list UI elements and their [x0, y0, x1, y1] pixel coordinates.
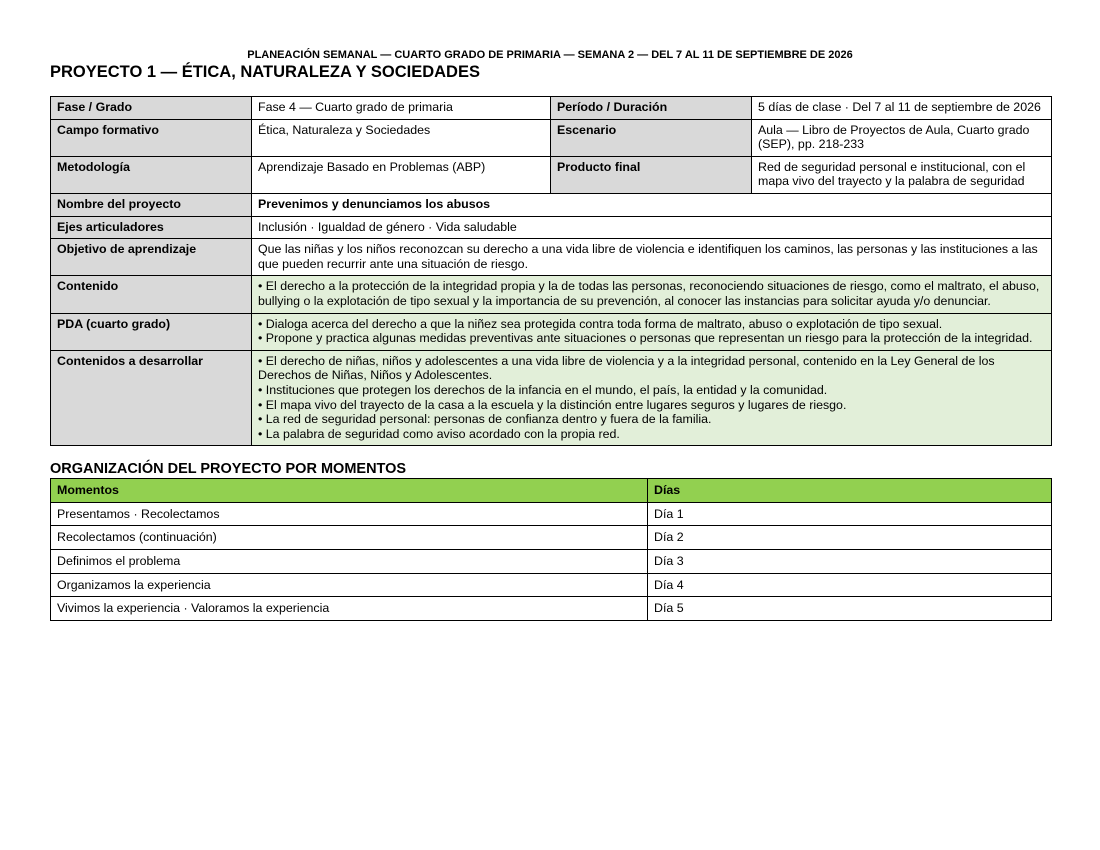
ejes-label: Ejes articuladores — [51, 216, 252, 239]
campo-label: Campo formativo — [51, 119, 252, 156]
moment-cell: Vivimos la experiencia · Valoramos la experiencia — [51, 597, 648, 621]
moment-cell: Recolectamos (continuación) — [51, 526, 648, 550]
info-row-ejes — [51, 216, 1052, 239]
desarrollar-item: • La red de seguridad personal: personas de confianza dentro y fuera de la familia. — [258, 412, 712, 427]
escenario-label: Escenario — [551, 119, 752, 156]
moments-table — [50, 478, 1052, 621]
document-header: PLANEACIÓN SEMANAL — CUARTO GRADO DE PRIMARIA — SEMANA 2 — DEL 7 AL 11 DE SEPTIEMBRE DE 2026 — [247, 49, 853, 61]
campo-value: Ética, Naturaleza y Sociedades — [252, 119, 551, 156]
info-row-pda — [51, 313, 1052, 350]
info-row-objetivo — [51, 239, 1052, 276]
pda-item: • Propone y practica algunas medidas preventivas ante situaciones o personas que representan un riesgo para la protección de la integridad. — [258, 331, 1033, 346]
desarrollar-item: • Instituciones que protegen los derechos de la infancia en el mundo, el país, la entidad y la comunidad. — [258, 382, 828, 397]
moment-cell: Presentamos · Recolectamos — [51, 502, 648, 526]
organization-title: ORGANIZACIÓN DEL PROYECTO POR MOMENTOS — [50, 461, 407, 478]
table-row — [51, 502, 1052, 526]
table-row — [51, 597, 1052, 621]
producto-value: Red de seguridad personal e institucional, con el mapa vivo del trayecto y la palabra de seguridad — [752, 156, 1052, 193]
info-row-contenido — [51, 276, 1052, 313]
day-cell: Día 3 — [648, 550, 1052, 574]
moments-header-row — [51, 479, 1052, 503]
pda-value — [252, 313, 1052, 350]
info-row-metodologia — [51, 156, 1052, 193]
objetivo-value: Que las niñas y los niños reconozcan su derecho a una vida libre de violencia e identifiquen los caminos, las personas y las instituciones a las que pueden recurrir ante una situación de riesgo. — [252, 239, 1052, 276]
contenido-label: Contenido — [51, 276, 252, 313]
day-cell: Día 2 — [648, 526, 1052, 550]
metodologia-value: Aprendizaje Basado en Problemas (ABP) — [252, 156, 551, 193]
table-row — [51, 526, 1052, 550]
contenido-value — [252, 276, 1052, 313]
day-cell: Día 1 — [648, 502, 1052, 526]
nombre-label: Nombre del proyecto — [51, 193, 252, 216]
table-row — [51, 550, 1052, 574]
fase-label: Fase / Grado — [51, 97, 252, 120]
pda-item: • Dialoga acerca del derecho a que la niñez sea protegida contra toda forma de maltrato, abuso o explotación de tipo sexual. — [258, 316, 943, 331]
producto-label: Producto final — [551, 156, 752, 193]
desarrollar-value — [252, 350, 1052, 446]
desarrollar-item: • La palabra de seguridad como aviso acordado con la propia red. — [258, 426, 620, 441]
project-title: PROYECTO 1 — ÉTICA, NATURALEZA Y SOCIEDADES — [50, 63, 480, 81]
periodo-label: Período / Duración — [551, 97, 752, 120]
escenario-value: Aula — Libro de Proyectos de Aula, Cuarto grado (SEP), pp. 218-233 — [752, 119, 1052, 156]
fase-value: Fase 4 — Cuarto grado de primaria — [252, 97, 551, 120]
moment-cell: Definimos el problema — [51, 550, 648, 574]
project-info-table — [50, 96, 1052, 446]
desarrollar-label: Contenidos a desarrollar — [51, 350, 252, 446]
info-row-desarrollar — [51, 350, 1052, 446]
objetivo-label: Objetivo de aprendizaje — [51, 239, 252, 276]
day-cell: Día 5 — [648, 597, 1052, 621]
metodologia-label: Metodología — [51, 156, 252, 193]
day-cell: Día 4 — [648, 573, 1052, 597]
moment-cell: Organizamos la experiencia — [51, 573, 648, 597]
desarrollar-item: • El derecho de niñas, niños y adolescentes a una vida libre de violencia y a la integridad personal, contenido en la Ley General de los Derechos de Niñas, Niños y Adolescentes. — [258, 353, 995, 383]
info-row-nombre — [51, 193, 1052, 216]
info-row-fase — [51, 97, 1052, 120]
table-row — [51, 573, 1052, 597]
planning-page — [50, 48, 1051, 621]
contenido-item: • El derecho a la protección de la integridad propia y la de todas las personas, reconociendo situaciones de riesgo, como el maltrato, el abuso, bullying o la explotación de tipo sexual y la importancia de su prevención, al conocer las instancias para solicitar ayuda y/o denunciar. — [258, 279, 1040, 308]
info-row-campo — [51, 119, 1052, 156]
days-header: Días — [648, 479, 1052, 503]
moments-header: Momentos — [51, 479, 648, 503]
pda-label: PDA (cuarto grado) — [51, 313, 252, 350]
ejes-value: Inclusión · Igualdad de género · Vida saludable — [252, 216, 1052, 239]
nombre-value: Prevenimos y denunciamos los abusos — [252, 193, 1052, 216]
periodo-value: 5 días de clase · Del 7 al 11 de septiembre de 2026 — [752, 97, 1052, 120]
desarrollar-item: • El mapa vivo del trayecto de la casa a la escuela y la distinción entre lugares seguros y lugares de riesgo. — [258, 397, 847, 412]
